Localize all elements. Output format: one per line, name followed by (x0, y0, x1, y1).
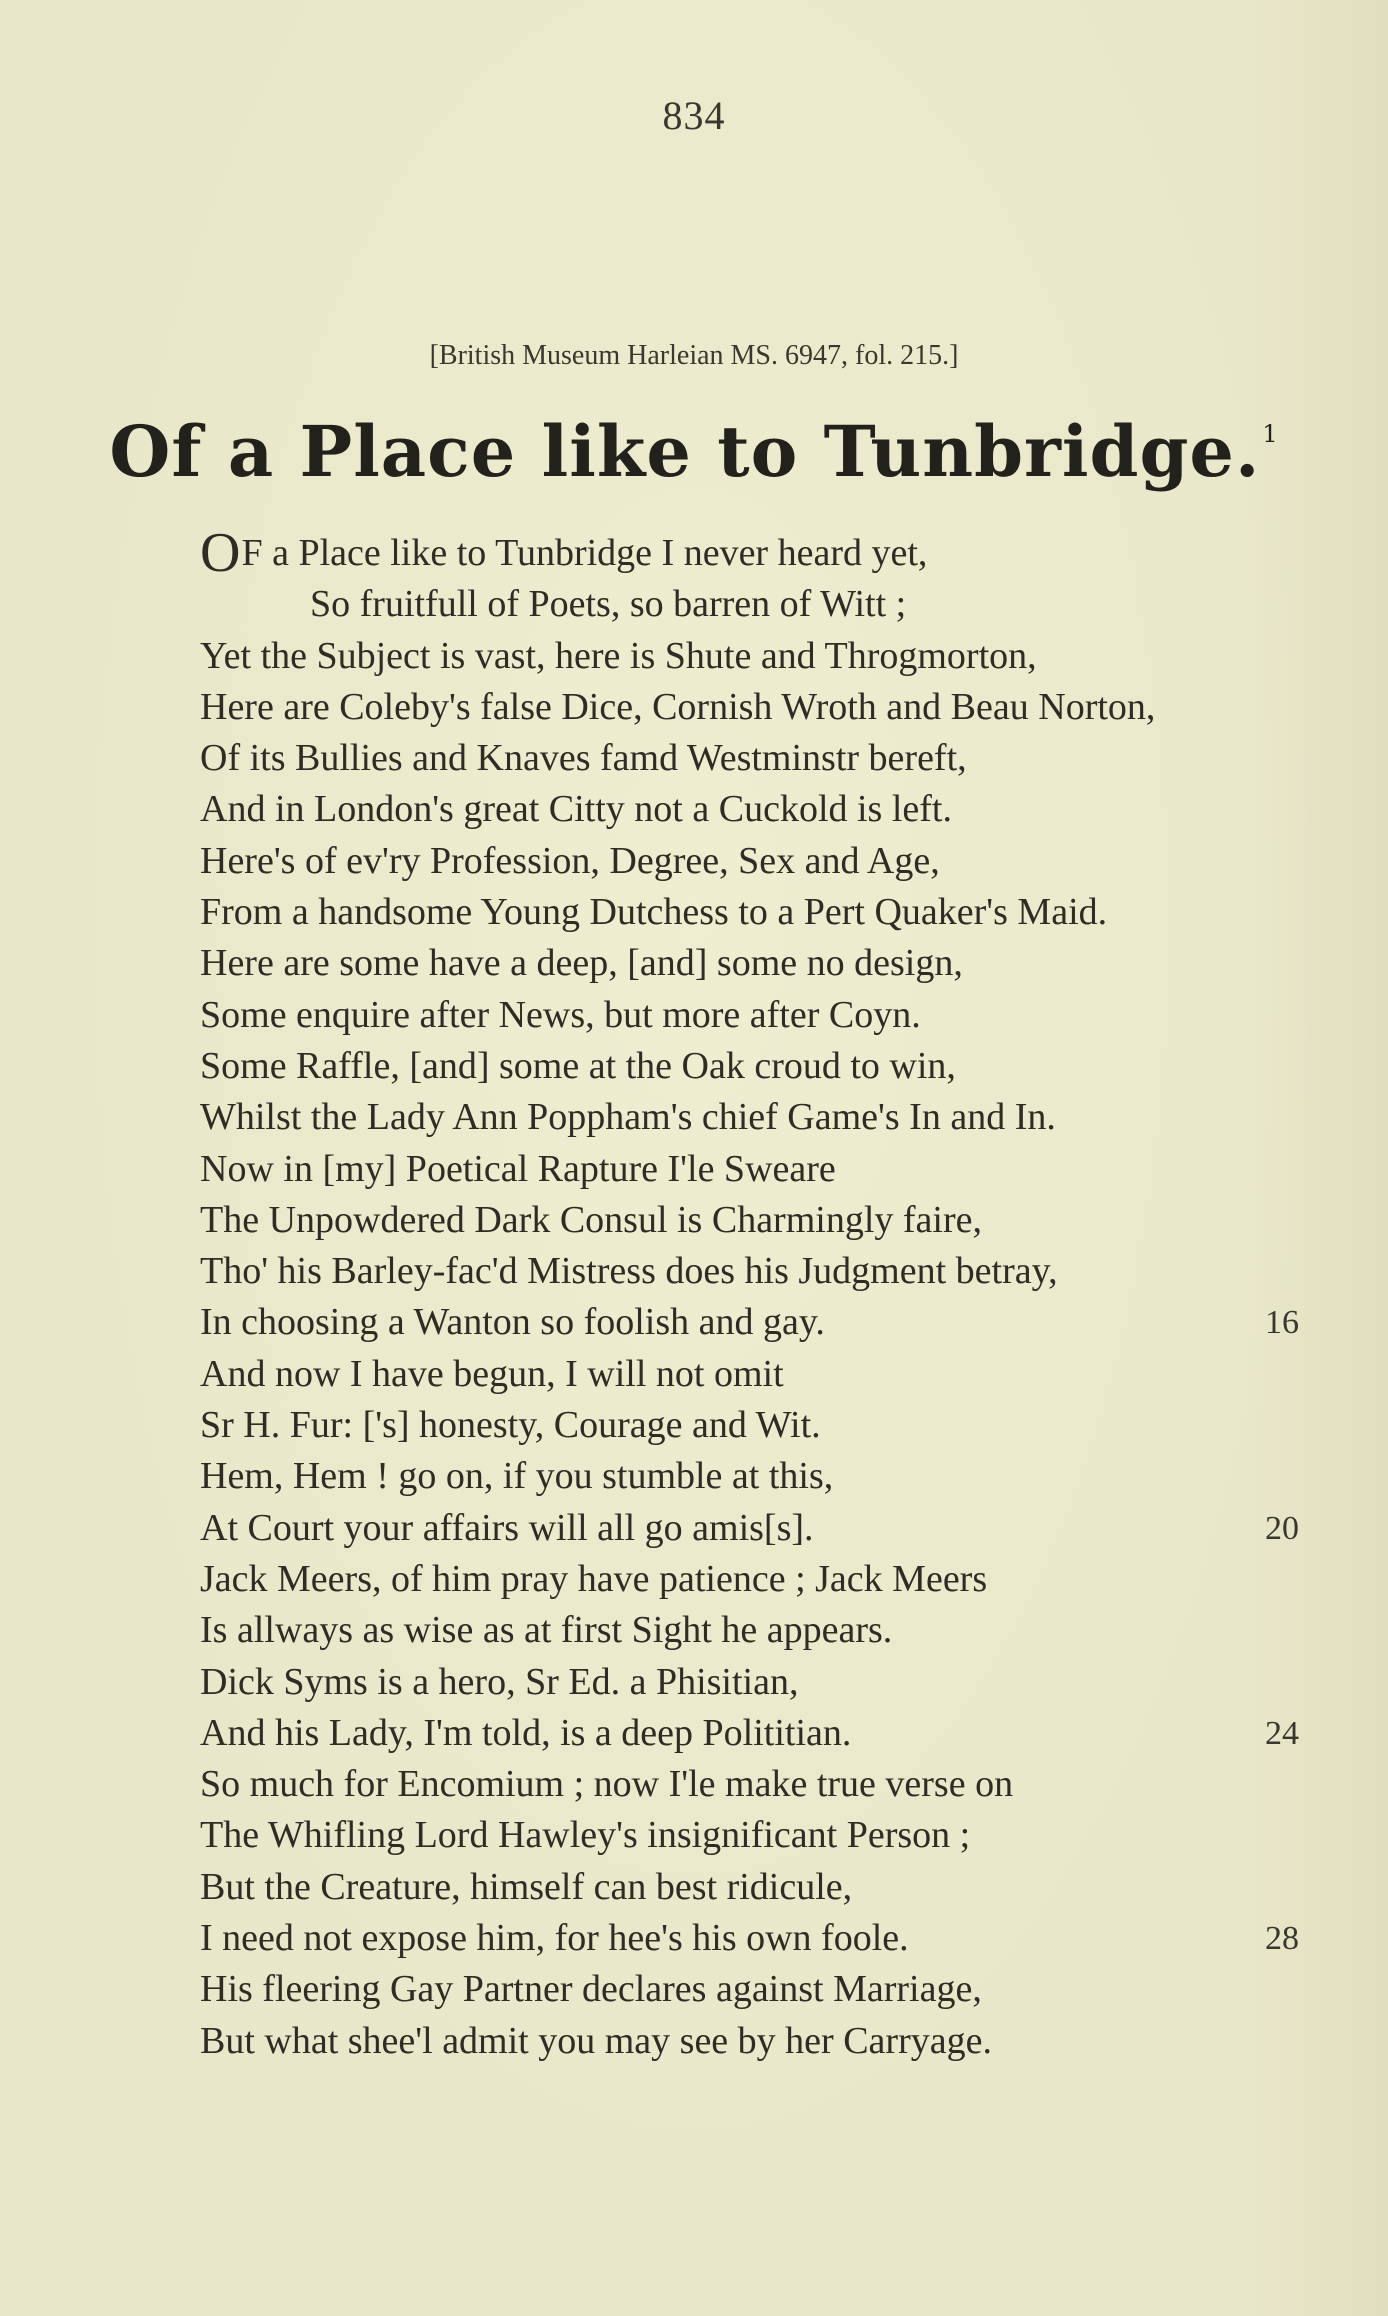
poem-line-text: I need not expose him, for hee's his own foole. (200, 1917, 909, 1960)
poem-line (200, 1400, 1310, 1451)
poem-line (200, 682, 1310, 733)
poem-line (200, 1092, 1310, 1143)
line-number: 16 (1265, 1304, 1299, 1342)
poem-line (200, 579, 1310, 630)
poem-line (200, 522, 1310, 584)
poem-line (200, 1759, 1310, 1810)
poem-line (200, 1913, 1310, 1964)
poem-body (200, 522, 1310, 2067)
poem-line (200, 1451, 1310, 1502)
poem-line-text: Jack Meers, of him pray have patience ; Jack Meers (200, 1557, 988, 1600)
poem-line-text: But the Creature, himself can best ridicule, (200, 1865, 853, 1908)
poem-line-text: In choosing a Wanton so foolish and gay. (200, 1301, 825, 1344)
poem-line-text: Sr H. Fur: ['s] honesty, Courage and Wit. (200, 1404, 821, 1447)
poem-line-text: Hem, Hem ! go on, if you stumble at this, (200, 1455, 834, 1498)
poem-line-text: Dick Syms is a hero, Sr Ed. a Phisitian, (200, 1660, 799, 1703)
poem-line (200, 1657, 1310, 1708)
line-number: 20 (1265, 1509, 1299, 1547)
page-number: 834 (662, 93, 726, 138)
poem-line-text: The Unpowdered Dark Consul is Charmingly faire, (200, 1198, 982, 1241)
poem-line (200, 1554, 1310, 1605)
poem-line (200, 733, 1310, 784)
poem-line (200, 1708, 1310, 1759)
line-number: 28 (1265, 1920, 1299, 1958)
poem-line-text: Here are some have a deep, [and] some no design, (200, 942, 963, 985)
drop-cap: O (200, 522, 241, 584)
poem-line-text: So much for Encomium ; now I'le make true verse on (200, 1763, 1014, 1806)
poem-line (200, 1041, 1310, 1092)
poem-line-text: And in London's great Citty not a Cuckold is left. (200, 788, 952, 831)
poem-line (200, 990, 1310, 1041)
poem-line (200, 1297, 1310, 1348)
title-footnote-mark: 1 (1262, 420, 1279, 448)
poem-line (200, 887, 1310, 938)
line-number: 24 (1265, 1714, 1299, 1752)
poem-line-text: From a handsome Young Dutchess to a Pert Quaker's Maid. (200, 891, 1108, 934)
poem-line (200, 1862, 1310, 1913)
poem-line-text: Tho' his Barley-fac'd Mistress does his Judgment betray, (200, 1250, 1058, 1293)
poem-line-text: The Whifling Lord Hawley's insignificant Person ; (200, 1814, 971, 1857)
poem-line-text: But what shee'l admit you may see by her Carryage. (200, 2019, 992, 2062)
poem-line (200, 631, 1310, 682)
poem-line-text: Yet the Subject is vast, here is Shute and Throgmorton, (200, 634, 1037, 677)
poem-line (200, 1349, 1310, 1400)
poem-line-text: At Court your affairs will all go amis[s]. (200, 1506, 814, 1549)
poem-line-text: So fruitfull of Poets, so barren of Witt ; (310, 583, 907, 626)
poem-line-text: F a Place like to Tunbridge I never heard yet, (241, 532, 928, 574)
poem-line (200, 1503, 1310, 1554)
poem-line-text: His fleering Gay Partner declares against Marriage, (200, 1968, 982, 2011)
poem-line (200, 1810, 1310, 1861)
poem-line (200, 2016, 1310, 2067)
poem-line-text: Some Raffle, [and] some at the Oak croud to win, (200, 1044, 956, 1087)
poem-line-text: Now in [my] Poetical Rapture I'le Sweare (200, 1147, 836, 1190)
poem-line (200, 1964, 1310, 2015)
poem-line-text: Some enquire after News, but more after Coyn. (200, 993, 921, 1036)
poem-line (200, 1144, 1310, 1195)
poem-line-text: Here's of ev'ry Profession, Degree, Sex and Age, (200, 839, 940, 882)
poem-line (200, 1246, 1310, 1297)
poem-line (200, 938, 1310, 989)
poem-line (200, 1195, 1310, 1246)
poem-line-text: Is allways as wise as at first Sight he appears. (200, 1609, 893, 1652)
poem-line (200, 784, 1310, 835)
manuscript-source: [British Museum Harleian MS. 6947, fol. 215.] (429, 340, 959, 371)
poem-line (200, 836, 1310, 887)
poem-title-text: Of a Place like to Tunbridge. (109, 410, 1261, 493)
poem-title (0, 410, 1388, 493)
poem-line-text: And his Lady, I'm told, is a deep Polititian. (200, 1711, 852, 1754)
poem-line-text: And now I have begun, I will not omit (200, 1352, 784, 1395)
poem-line-text: Here are Coleby's false Dice, Cornish Wroth and Beau Norton, (200, 685, 1156, 728)
poem-line-text: Whilst the Lady Ann Poppham's chief Game's In and In. (200, 1096, 1056, 1139)
poem-line-text: Of its Bullies and Knaves famd Westminstr bereft, (200, 737, 967, 780)
poem-line (200, 1605, 1310, 1656)
